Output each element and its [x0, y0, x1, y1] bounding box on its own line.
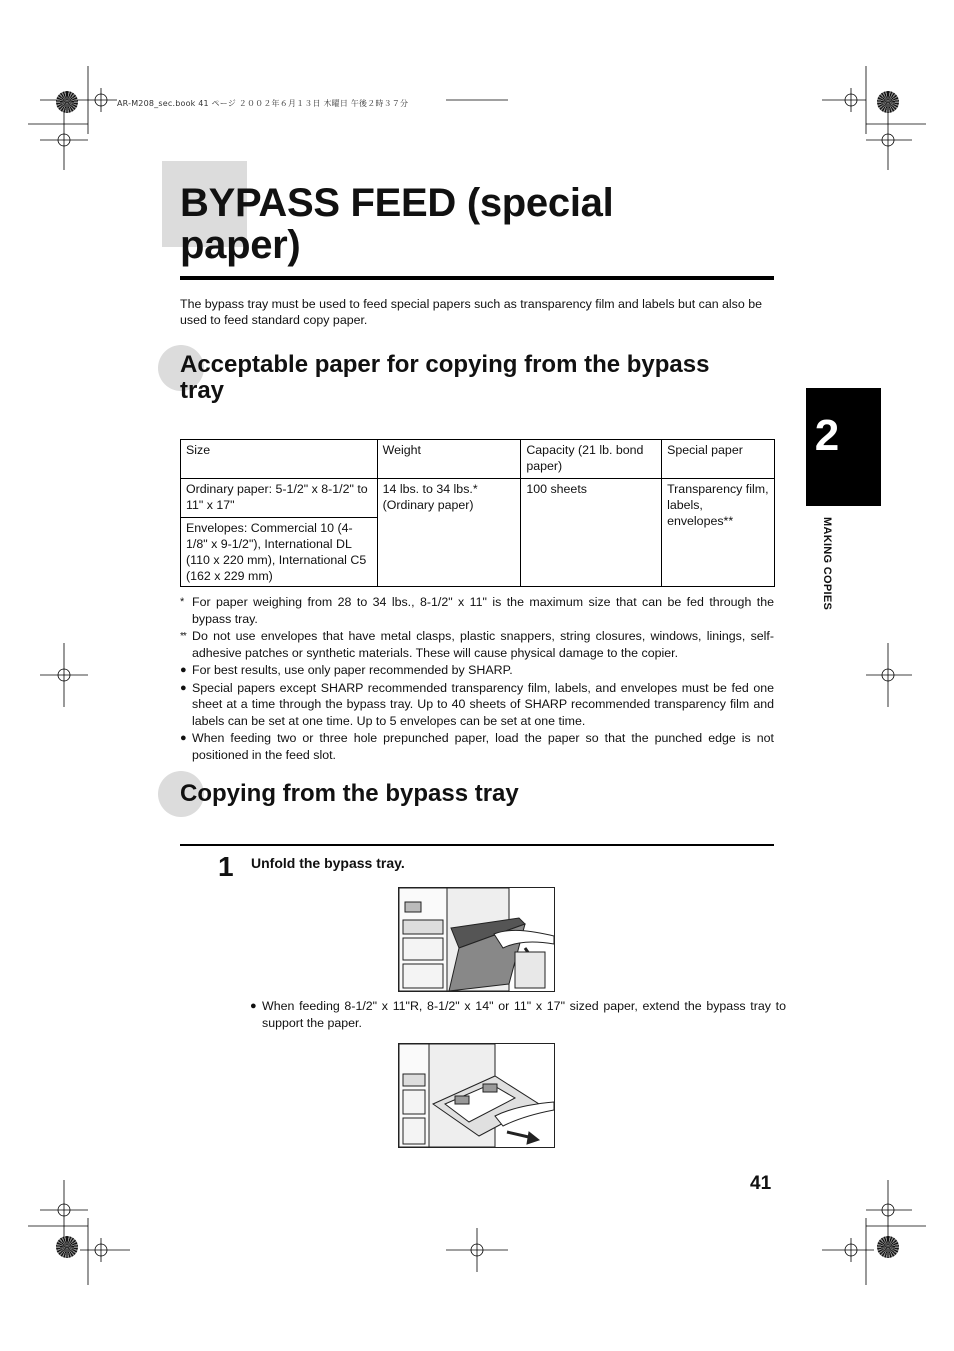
- list-item: [180, 680, 774, 730]
- list-item: [180, 662, 774, 679]
- table-cell-capacity: 100 sheets: [521, 479, 662, 587]
- page-number: 41: [750, 1173, 772, 1194]
- intro-paragraph: The bypass tray must be used to feed special papers such as transparency film and labels but can also be used to feed standard copy paper.: [180, 297, 762, 327]
- section-heading-copying-bypass: Copying from the bypass tray: [180, 780, 519, 807]
- bullet-icon: ●: [180, 681, 187, 694]
- table-cell-weight: 14 lbs. to 34 lbs.* (Ordinary paper): [377, 479, 521, 587]
- illustration-extend-bypass-tray: [398, 1043, 555, 1148]
- note-text: Special papers except SHARP recommended transparency film, labels, and envelopes must be fed one sheet at a time through the bypass tray. Up to 40 sheets of SHARP recommended transparency film and labels can be set at one time. Up to 5 envelopes can be set at one time.: [192, 680, 774, 728]
- color-target-icon: [877, 91, 899, 113]
- list-item: [180, 730, 774, 763]
- step-divider: [180, 844, 774, 846]
- table-header-cell: Weight: [377, 440, 521, 479]
- step-instruction: Unfold the bypass tray.: [251, 855, 405, 871]
- table-cell-size-ordinary: Ordinary paper: 5-1/2" x 8-1/2" to 11" x 17": [181, 479, 378, 518]
- table-header-cell: Special paper: [662, 440, 775, 479]
- bullet-icon: ●: [180, 664, 187, 676]
- table-header-cell: Capacity (21 lb. bond paper): [521, 440, 662, 479]
- section1-heading-line1: Acceptable paper for copying from the bypass: [180, 351, 710, 378]
- color-target-icon: [877, 1236, 899, 1258]
- section-heading-acceptable-paper: [180, 352, 774, 404]
- paper-spec-table: [180, 439, 775, 587]
- note-text: Do not use envelopes that have metal clasps, plastic snappers, string closures, windows, linings, self-adhesive patches or synthetic materials. These will cause physical damage to the copier.: [192, 629, 774, 660]
- table-cell-size-envelopes: Envelopes: Commercial 10 (4-1/8" x 9-1/2"), International DL (110 x 220 mm), International C5 (162 x 229 mm): [181, 518, 378, 587]
- list-item: [180, 594, 774, 627]
- table-header-row: [181, 440, 775, 479]
- title-underline: [180, 276, 774, 280]
- bullet-icon: ●: [180, 732, 187, 744]
- note-text: When feeding two or three hole prepunched paper, load the paper so that the punched edge is not positioned in the feed slot.: [192, 731, 774, 762]
- note-text: For best results, use only paper recommended by SHARP.: [192, 663, 513, 677]
- table-row: [181, 479, 775, 518]
- note-text: When feeding 8-1/2" x 11"R, 8-1/2" x 14" or 11" x 17" sized paper, extend the bypass tray to support the paper.: [262, 999, 786, 1030]
- page-title-line2: paper): [180, 223, 301, 267]
- color-target-icon: [56, 1236, 78, 1258]
- notes-list: [180, 594, 774, 764]
- note-text: For paper weighing from 28 to 34 lbs., 8-1/2" x 11" is the maximum size that can be fed through the bypass tray.: [192, 595, 774, 626]
- table-cell-special-paper: Transparency film, labels, envelopes**: [662, 479, 775, 587]
- list-item: [250, 998, 786, 1031]
- page-title-line1: BYPASS FEED (special: [180, 181, 614, 225]
- table-header-cell: Size: [181, 440, 378, 479]
- bullet-icon: ●: [250, 1000, 257, 1012]
- list-item: [180, 628, 774, 661]
- section1-heading-line2: tray: [180, 377, 225, 404]
- chapter-tab-label: MAKING COPIES: [821, 517, 833, 611]
- print-header-info: AR-M208_sec.book 41 ページ ２００２年６月１３日 木曜日 午後２時３７分: [117, 99, 409, 108]
- note-mark: *: [180, 596, 185, 608]
- note-mark: **: [180, 631, 186, 642]
- chapter-tab-number: 2: [814, 411, 840, 460]
- color-target-icon: [56, 91, 78, 113]
- illustration-unfold-bypass-tray: [398, 887, 555, 992]
- step-number: 1: [218, 851, 234, 882]
- page-title: [180, 182, 780, 266]
